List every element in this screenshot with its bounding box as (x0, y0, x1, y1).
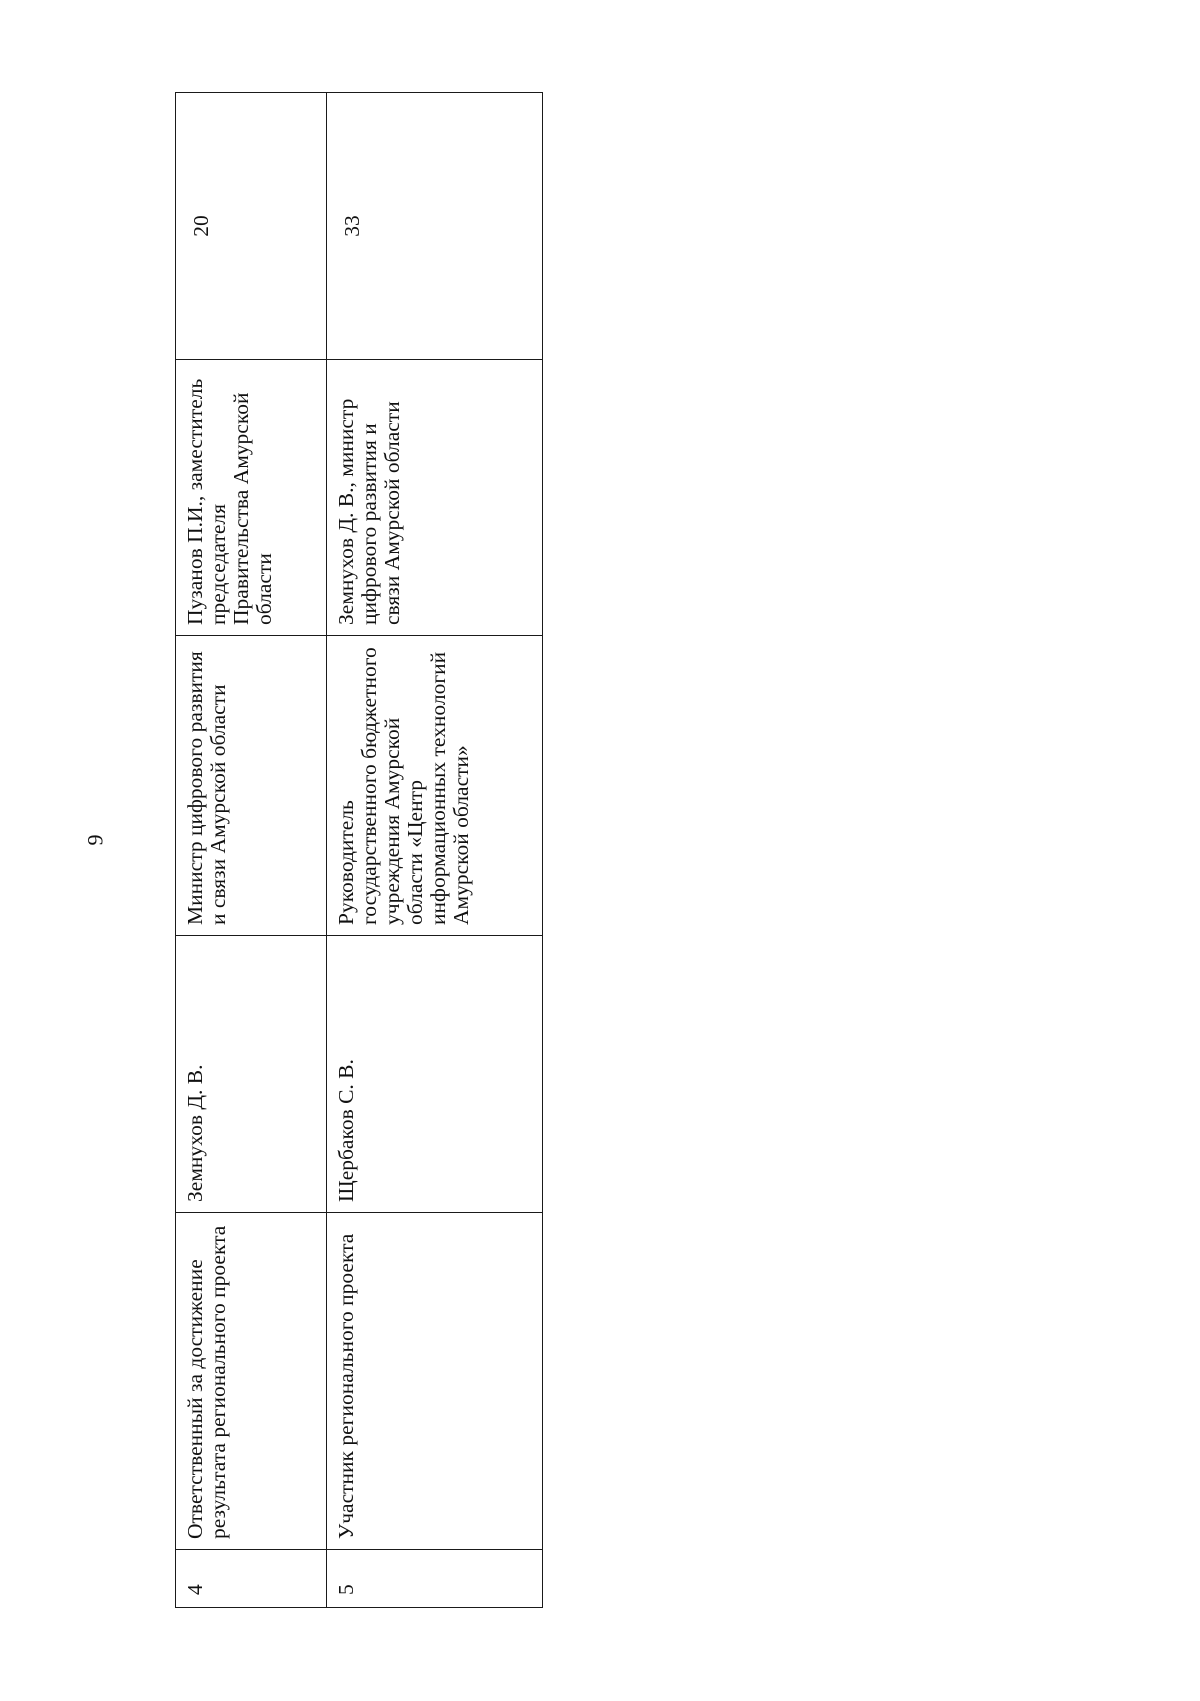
person-name: Земнухов Д. В. (176, 936, 327, 1213)
employment-value: 33 (327, 93, 543, 360)
row-number: 4 (176, 1550, 327, 1608)
direct-supervisor: Пузанов П.И., заместитель председателя Правительства Амурской области (176, 360, 327, 636)
project-role: Участник регионального проекта (327, 1213, 543, 1550)
page-number: 9 (82, 834, 108, 846)
person-position: Министр цифрового развития и связи Амурской области (176, 636, 327, 936)
project-role: Ответственный за достижение результата регионального проекта (176, 1213, 327, 1550)
person-position: Руководитель государственного бюджетного учреждения Амурской области «Центр информационных технологий Амурской области» (327, 636, 543, 936)
direct-supervisor: Земнухов Д. В., министр цифрового развития и связи Амурской области (327, 360, 543, 636)
participants-table (175, 92, 543, 1608)
row-number: 5 (327, 1550, 543, 1608)
participants-table-rotated (175, 93, 543, 1608)
employment-value: 20 (176, 93, 327, 360)
table-row (327, 93, 543, 1608)
table-row (176, 93, 327, 1608)
person-name: Щербаков С. В. (327, 936, 543, 1213)
